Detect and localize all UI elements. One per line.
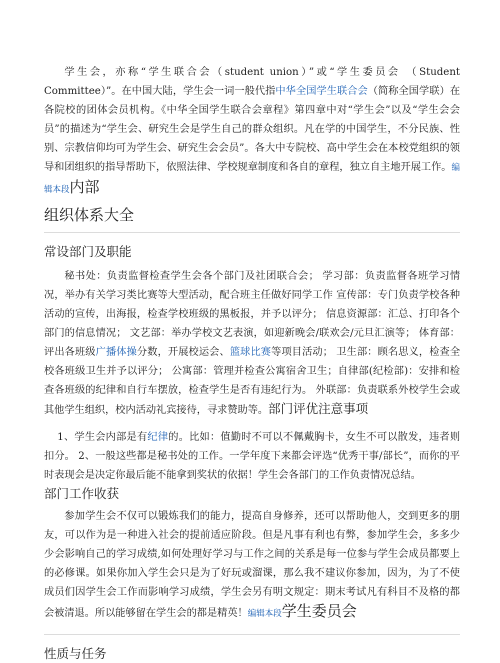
departments-text-3: 等项目活动； 卫生部：顾名思义，检查全校各班级卫生并予以评分； 公寓部：管理并检查公寓宿舍卫生；自律部(纪检部)：安排和检查各班级的纪律和自行车摆放，检查学生是否有违纪行为。 外联部：负责联系外校学生会或其他学生组织，校内活动礼宾接待，寻求赞助等。 bbox=[44, 347, 461, 416]
section-title-organization: 组织体系大全 bbox=[44, 206, 135, 224]
edit-section-link[interactable]: 编辑本段 bbox=[44, 163, 461, 195]
intro-paragraph bbox=[44, 63, 460, 200]
gains-text: 参加学生会不仅可以锻炼我们的能力，提高自身修养，还可以帮助他人，交到更多的朋友，可以作为是一种进入社会的提前适应阶段。但是凡事有利也有弊，参加学生会，多多少少会影响自己的学习成绩,如何处理好学习与工作之间的关系是每一位参与学生会成员都要上的必修课。如果你加入学生会只是为了好玩或溜课，那么我不建议你参加，因为，为了不使成员们因学生会工作而影响学习成绩，学生会另有明文规定：期末考试凡有科目不及格的都会被清退。所以能够留在学生会的都是精英！ bbox=[44, 511, 460, 619]
discipline-link[interactable]: 纪律 bbox=[147, 432, 169, 443]
section-heading-committee: 学生委员会 bbox=[281, 602, 357, 620]
evaluation-text-2: 的。比如：值勤时不可以不佩戴胸卡，女生不可以散发，违者则扣分。 2、一般这些都是秘书处的工作。一学年度下来都会评选“优秀干事/部长”，而你的平时表现会是决定你最后能不能拿到奖状的依据！学生会各部门的工作负责情况总结。 bbox=[44, 432, 461, 481]
departments-paragraph bbox=[44, 267, 460, 420]
subsection-title-nature: 性质与任务 bbox=[44, 646, 107, 661]
document-page bbox=[0, 63, 500, 661]
intro-text-2: （简称全国学联）在各院校的团体会员机构。《中华全国学生联合会章程》第四章中对“学生会”以及“学生会会员”的描述为“学生会、研究生会是学生自己的群众组织。凡在学的中国学生，不分民族、性别、宗教信仰均可为学生会、研究生会会员”。各大中专院校、高中学生会在本校党组织的领导和团组织的指导帮助下，依照法律、学校规章制度和各自的章程，独立自主地开展工作。 bbox=[44, 86, 461, 173]
departments-text-2: 分数，开展校运会、 bbox=[136, 347, 230, 358]
basketball-link[interactable]: 篮球比赛 bbox=[229, 347, 272, 358]
evaluation-text-1: 1、学生会内部是有 bbox=[57, 432, 148, 443]
departments-text-1: 秘书处：负责监督检查学生会各个部门及社团联合会； 学习部：负责监督各班学习情况，举办有关学习类比赛等大型活动，配合班主任做好同学工作 宣传部：专门负责学校各种活动的宣传，出海报，检查学校班级的黑板报，并予以评分； 信息资源部：汇总、打印各个部门的信息情况； 文艺部：举办学校文艺表演，如迎新晚会/联欢会/元旦汇演等； 体育部：评出各班级 bbox=[44, 271, 460, 358]
section-heading-internal: 内部 bbox=[69, 178, 100, 196]
intro-text-1: 学生会，亦称“学生联合会（student union）”或“学生委员会 （Student Committee）”。在中国大陆，学生会一词一般代指 bbox=[44, 67, 460, 97]
section-divider-2 bbox=[44, 634, 460, 635]
student-federation-link[interactable]: 中华全国学生联合会 bbox=[275, 86, 368, 97]
subsection-title-evaluation: 部门评优注意事项 bbox=[268, 401, 369, 416]
subsection-title-gains: 部门工作收获 bbox=[44, 486, 120, 501]
gains-paragraph bbox=[44, 507, 460, 624]
broadcast-exercise-link[interactable]: 广播体操 bbox=[95, 347, 137, 358]
subsection-title-departments: 常设部门及职能 bbox=[44, 244, 132, 259]
evaluation-paragraph bbox=[44, 428, 460, 485]
edit-section-link-2[interactable]: 编辑本段 bbox=[247, 609, 282, 619]
section-divider bbox=[44, 232, 460, 233]
